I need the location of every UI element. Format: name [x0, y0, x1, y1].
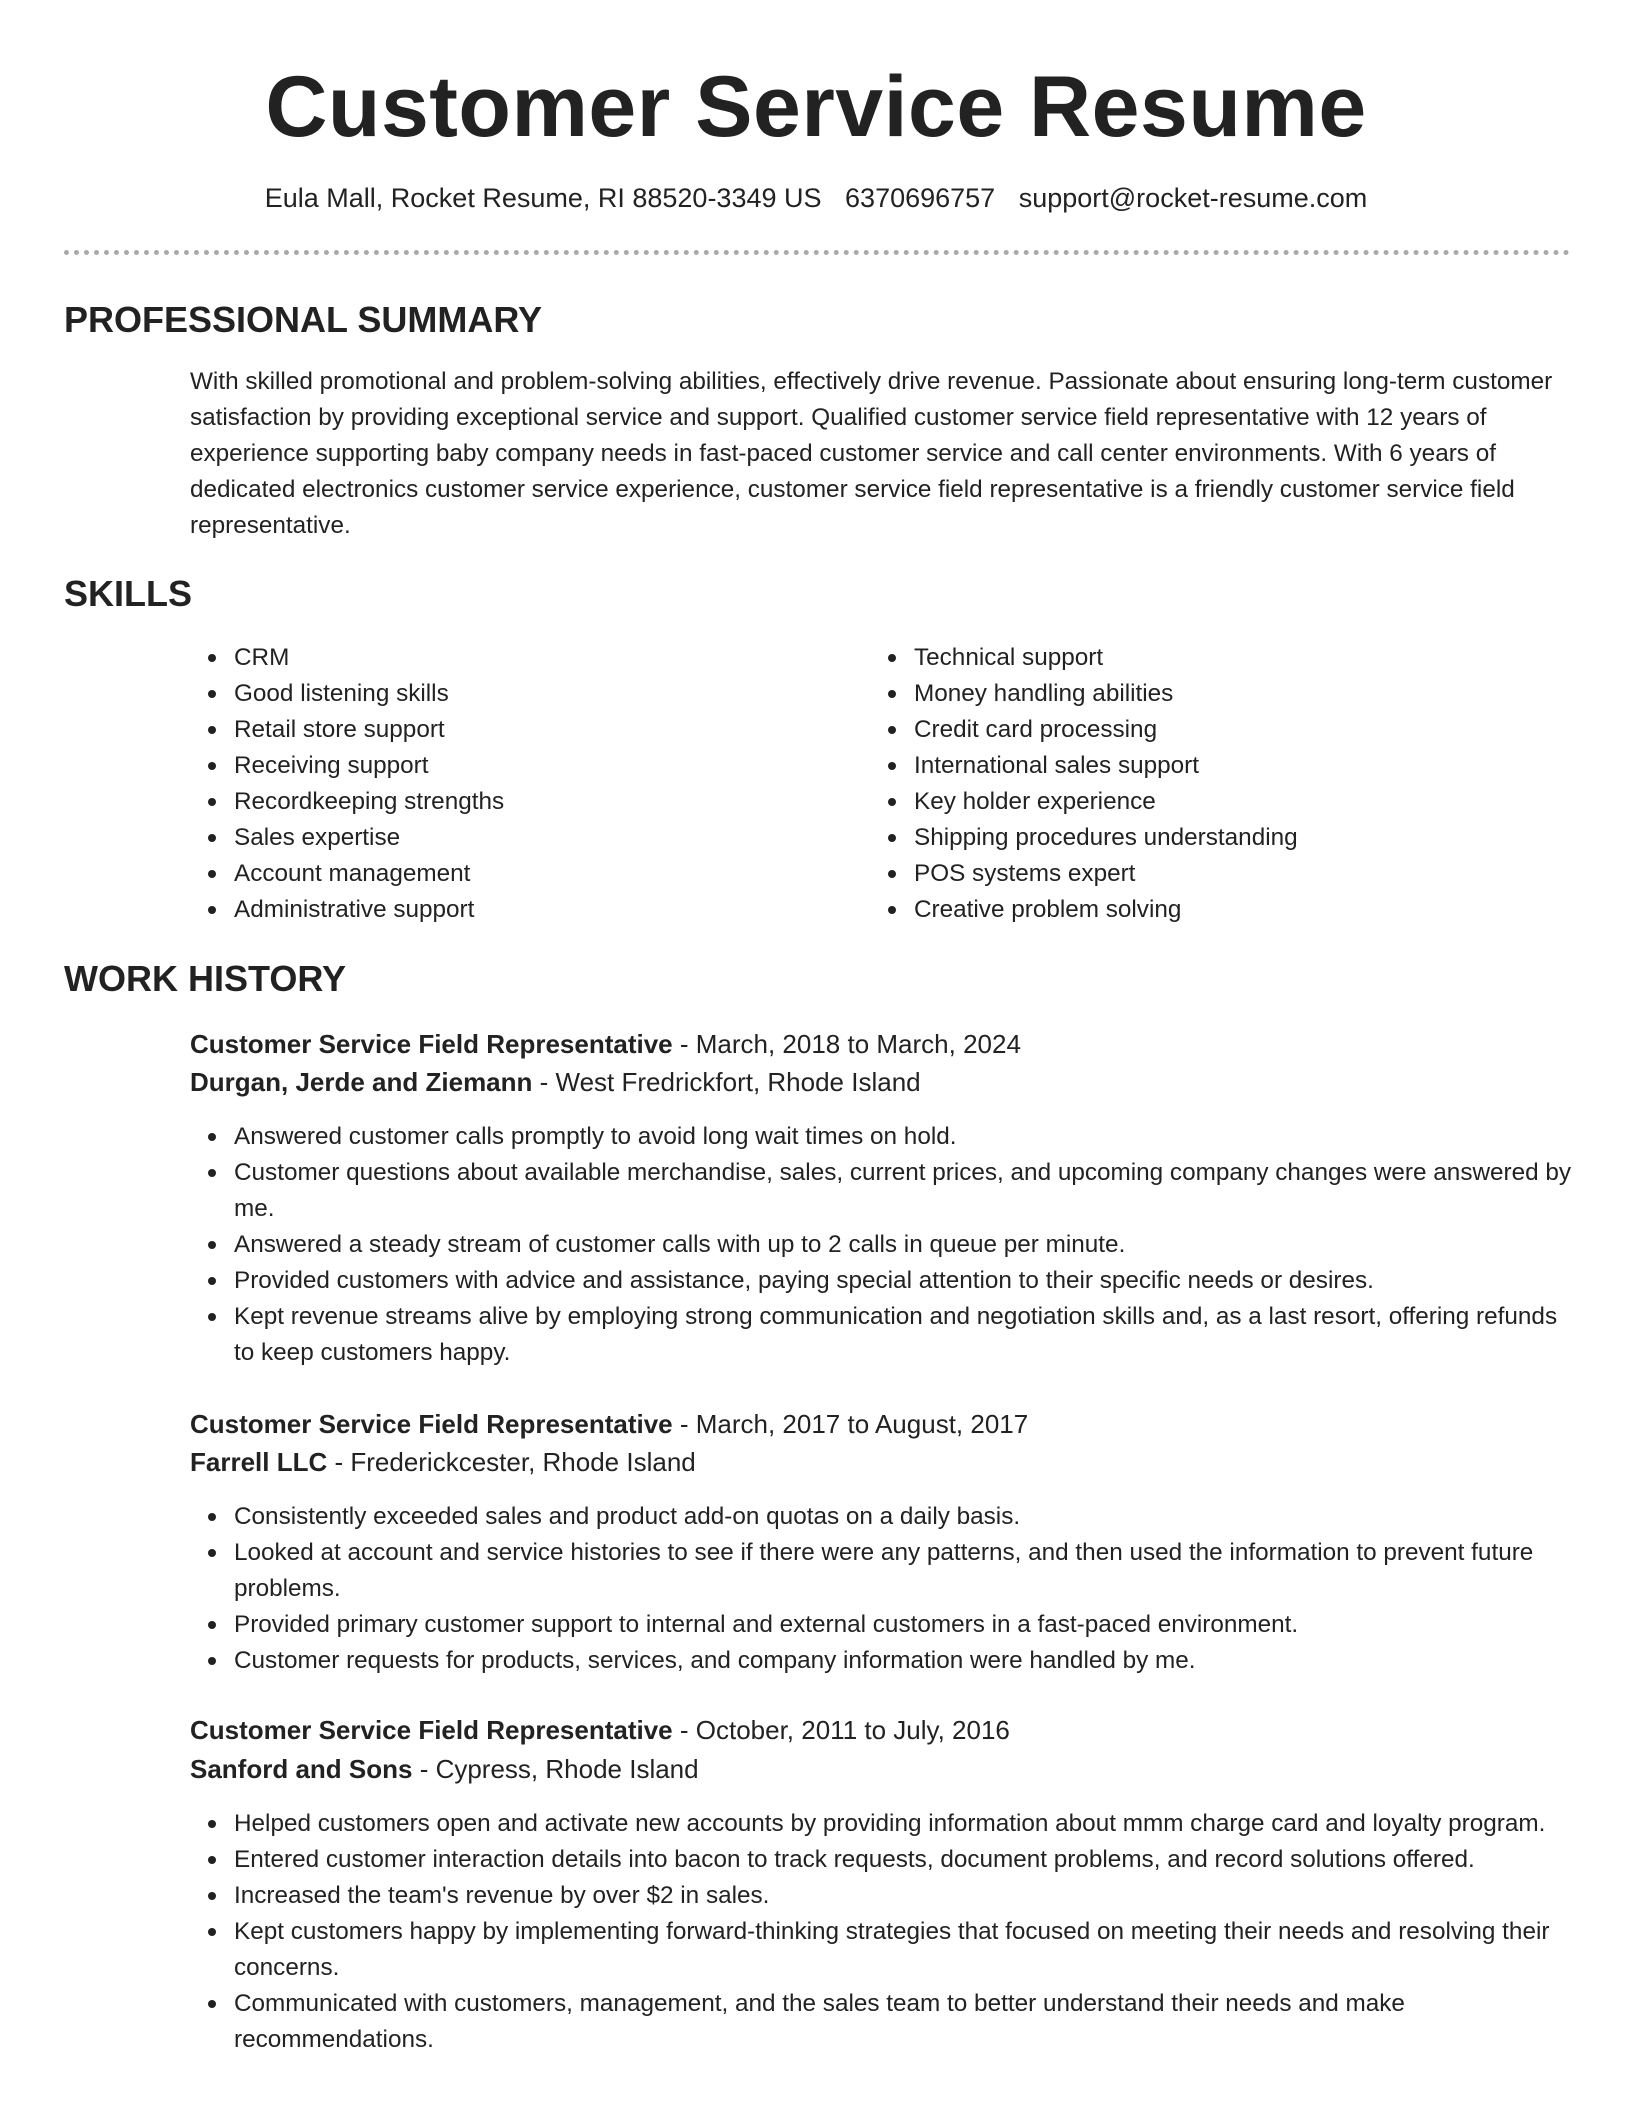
contact-phone: 6370696757 [845, 183, 996, 213]
job-title: Customer Service Field Representative [190, 1029, 673, 1059]
work-heading: WORK HISTORY [64, 958, 347, 999]
job-company-line [190, 1750, 1570, 1788]
job-title-line [190, 1025, 1570, 1063]
job-duties [190, 1499, 1580, 1679]
job-duty-item: Entered customer interaction details into bacon to track requests, document problems, and record solutions offered. [190, 1842, 1580, 1878]
job-duty-item: Looked at account and service histories to see if there were any patterns, and then used the information to prevent future problems. [190, 1535, 1580, 1607]
summary-text: With skilled promotional and problem-solving abilities, effectively drive revenue. Passionate about ensuring long-term customer satisfaction by providing exceptional service and support. Qualified customer service field representative with 12 years of experience supporting baby company needs in fast-paced customer service and call center environments. With 6 years of dedicated electronics customer service experience, customer service field representative is a friendly customer service field representative. [190, 368, 1553, 539]
job-title-line [190, 1711, 1570, 1749]
contact-email: support@rocket-resume.com [1018, 183, 1368, 213]
resume-title: Customer Service Resume [265, 59, 1367, 155]
job-company: Sanford and Sons [190, 1754, 413, 1784]
skill-item: Creative problem solving [870, 892, 1510, 928]
job-company: Durgan, Jerde and Ziemann [190, 1067, 533, 1097]
job-duty-item: Consistently exceeded sales and product add-on quotas on a daily basis. [190, 1499, 1580, 1535]
skill-item: Administrative support [190, 892, 830, 928]
job-company: Farrell LLC [190, 1447, 328, 1477]
job-duty-item: Kept customers happy by implementing forward-thinking strategies that focused on meeting their needs and resolving their concerns. [190, 1914, 1580, 1986]
summary-heading: PROFESSIONAL SUMMARY [64, 299, 543, 340]
job-title: Customer Service Field Representative [190, 1409, 673, 1439]
job-duty-item: Customer requests for products, services, and company information were handled by me. [190, 1643, 1580, 1679]
job-title-line [190, 1405, 1570, 1443]
skills-right-list [870, 640, 1510, 928]
skill-item: Money handling abilities [870, 676, 1510, 712]
contact-line [0, 178, 1632, 218]
job-duty-item: Helped customers open and activate new accounts by providing information about mmm charge card and loyalty program. [190, 1806, 1580, 1842]
job-duty-item: Communicated with customers, management, and the sales team to better understand their needs and make recommendations. [190, 1986, 1580, 2058]
job-duty-item: Provided customers with advice and assistance, paying special attention to their specific needs or desires. [190, 1263, 1580, 1299]
job-duty-item: Answered a steady stream of customer calls with up to 2 calls in queue per minute. [190, 1227, 1580, 1263]
job-location: - Cypress, Rhode Island [412, 1754, 699, 1784]
header-divider [64, 250, 1570, 255]
skill-item: International sales support [870, 748, 1510, 784]
job-duty-item: Customer questions about available merchandise, sales, current prices, and upcoming company changes were answered by me. [190, 1155, 1580, 1227]
job-duties [190, 1806, 1580, 2058]
job-company-line [190, 1063, 1570, 1101]
skills-left-column [190, 640, 830, 928]
skill-item: Technical support [870, 640, 1510, 676]
job-duty-item: Provided primary customer support to internal and external customers in a fast-paced environment. [190, 1607, 1580, 1643]
job-dates: - March, 2017 to August, 2017 [672, 1409, 1029, 1439]
skill-item: POS systems expert [870, 856, 1510, 892]
job-location: - West Fredrickfort, Rhode Island [532, 1067, 921, 1097]
job-duty-item: Increased the team's revenue by over $2 in sales. [190, 1878, 1580, 1914]
skill-item: Good listening skills [190, 676, 830, 712]
skill-item: Retail store support [190, 712, 830, 748]
skill-item: CRM [190, 640, 830, 676]
job-duties [190, 1119, 1580, 1371]
skills-right-column [870, 640, 1510, 928]
skills-left-list [190, 640, 830, 928]
job-company-line [190, 1443, 1570, 1481]
skill-item: Receiving support [190, 748, 830, 784]
contact-address: Eula Mall, Rocket Resume, RI 88520-3349 US [264, 183, 822, 213]
skill-item: Key holder experience [870, 784, 1510, 820]
job-location: - Frederickcester, Rhode Island [327, 1447, 696, 1477]
job-title: Customer Service Field Representative [190, 1715, 673, 1745]
job-duty-item: Answered customer calls promptly to avoid long wait times on hold. [190, 1119, 1580, 1155]
skill-item: Sales expertise [190, 820, 830, 856]
skill-item: Credit card processing [870, 712, 1510, 748]
skills-heading: SKILLS [64, 573, 193, 614]
skill-item: Recordkeeping strengths [190, 784, 830, 820]
skill-item: Account management [190, 856, 830, 892]
job-dates: - October, 2011 to July, 2016 [672, 1715, 1010, 1745]
job-duty-item: Kept revenue streams alive by employing strong communication and negotiation skills and, as a last resort, offering refunds to keep customers happy. [190, 1299, 1580, 1371]
skill-item: Shipping procedures understanding [870, 820, 1510, 856]
job-dates: - March, 2018 to March, 2024 [672, 1029, 1021, 1059]
